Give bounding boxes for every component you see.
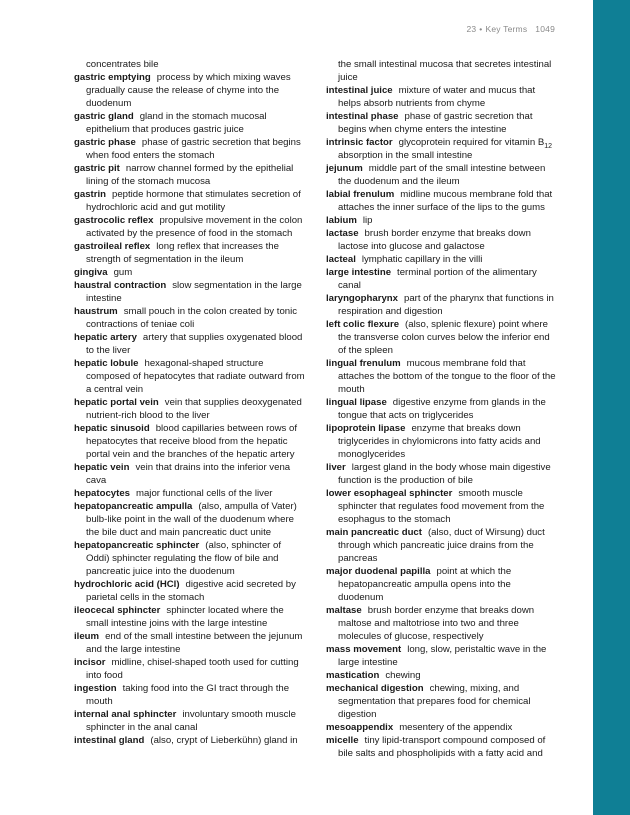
glossary-term: liver bbox=[326, 462, 346, 473]
glossary-entry bbox=[326, 136, 558, 162]
glossary-definition: small pouch in the colon created by tonic contractions of teniae coli bbox=[86, 306, 298, 330]
glossary-entry bbox=[74, 630, 306, 656]
glossary-definition: sphincter located where the small intestine joins with the large intestine bbox=[86, 605, 284, 629]
glossary-definition: terminal portion of the alimentary canal bbox=[338, 267, 537, 291]
glossary-term: gastric pit bbox=[74, 163, 120, 174]
glossary-entry bbox=[74, 682, 306, 708]
glossary-entry bbox=[326, 253, 558, 266]
glossary-term: labial frenulum bbox=[326, 189, 395, 200]
chapter-tab-bar bbox=[593, 0, 630, 815]
glossary-term: main pancreatic duct bbox=[326, 527, 422, 538]
running-header bbox=[466, 24, 555, 34]
glossary-entry bbox=[74, 331, 306, 357]
glossary-entry bbox=[74, 539, 306, 578]
glossary-entry bbox=[74, 110, 306, 136]
glossary-entry bbox=[74, 734, 306, 747]
glossary-definition: end of the small intestine between the jejunum and the large intestine bbox=[86, 631, 303, 655]
glossary-term: gingiva bbox=[74, 267, 108, 278]
glossary-entry bbox=[74, 71, 306, 110]
glossary-entry bbox=[74, 396, 306, 422]
glossary-definition: digestive enzyme from glands in the tongue that acts on triglycerides bbox=[338, 397, 546, 421]
glossary-term: intrinsic factor bbox=[326, 137, 393, 148]
glossary-term: lingual frenulum bbox=[326, 358, 401, 369]
glossary-definition-continued: absorption in the small intestine bbox=[338, 150, 473, 161]
glossary-term: incisor bbox=[74, 657, 106, 668]
glossary-entry bbox=[74, 422, 306, 461]
glossary-definition: narrow channel formed by the epithelial lining of the stomach mucosa bbox=[86, 163, 294, 187]
glossary-term: intestinal phase bbox=[326, 111, 399, 122]
glossary-term: lipoprotein lipase bbox=[326, 423, 406, 434]
glossary-term: laryngopharynx bbox=[326, 293, 398, 304]
glossary-definition: (also, duct of Wirsung) duct through which pancreatic juice drains from the pancreas bbox=[338, 527, 545, 564]
glossary-definition: slow segmentation in the large intestine bbox=[86, 280, 302, 304]
glossary-term: gastrin bbox=[74, 189, 106, 200]
glossary-term: hydrochloric acid (HCl) bbox=[74, 579, 180, 590]
glossary-term: large intestine bbox=[326, 267, 392, 278]
glossary-entry bbox=[74, 604, 306, 630]
glossary-entry bbox=[326, 396, 558, 422]
glossary-definition: chewing bbox=[385, 670, 421, 681]
glossary-entry bbox=[326, 110, 558, 136]
glossary-definition: propulsive movement in the colon activated by the presence of food in the stomach bbox=[86, 215, 303, 239]
glossary-term: intestinal gland bbox=[74, 735, 145, 746]
glossary-entry bbox=[326, 604, 558, 643]
glossary-definition: middle part of the small intestine between the duodenum and the ileum bbox=[338, 163, 546, 187]
glossary-definition: chewing, mixing, and segmentation that prepares food for chemical digestion bbox=[338, 683, 531, 720]
glossary-term: mastication bbox=[326, 670, 380, 681]
glossary-definition: (also, ampulla of Vater) bulb-like point in the wall of the duodenum where the bile duct and main pancreatic duct unite bbox=[86, 501, 297, 538]
glossary-entry bbox=[326, 682, 558, 721]
glossary-entry bbox=[326, 422, 558, 461]
glossary-term: major duodenal papilla bbox=[326, 566, 431, 577]
subscript: 12 bbox=[544, 142, 553, 150]
glossary-definition: midline mucous membrane fold that attaches the inner surface of the lips to the gums bbox=[338, 189, 553, 213]
glossary-entry bbox=[74, 500, 306, 539]
glossary-entry bbox=[326, 357, 558, 396]
glossary-definition: process by which mixing waves gradually cause the release of chyme into the duodenum bbox=[86, 72, 291, 109]
glossary-entry bbox=[326, 669, 558, 682]
glossary-definition: part of the pharynx that functions in respiration and digestion bbox=[338, 293, 554, 317]
glossary-entry bbox=[74, 578, 306, 604]
glossary-term: micelle bbox=[326, 735, 359, 746]
glossary-term: lacteal bbox=[326, 254, 356, 265]
glossary-term: ileum bbox=[74, 631, 100, 642]
glossary-definition: taking food into the GI tract through the mouth bbox=[86, 683, 290, 707]
glossary-term: hepatic artery bbox=[74, 332, 137, 343]
glossary-definition: hexagonal-shaped structure composed of hepatocytes that radiate outward from a central vein bbox=[86, 358, 305, 395]
glossary-entry bbox=[74, 461, 306, 487]
glossary-definition: brush border enzyme that breaks down lactose into glucose and galactose bbox=[338, 228, 531, 252]
glossary-term: ileocecal sphincter bbox=[74, 605, 161, 616]
glossary-term: haustral contraction bbox=[74, 280, 167, 291]
glossary-entry bbox=[326, 461, 558, 487]
glossary-definition: phase of gastric secretion that begins when chyme enters the intestine bbox=[338, 111, 533, 135]
glossary-entry bbox=[74, 656, 306, 682]
glossary-entry bbox=[326, 214, 558, 227]
glossary-term: hepatopancreatic ampulla bbox=[74, 501, 193, 512]
section-title: Key Terms bbox=[485, 24, 528, 34]
glossary-definition: lymphatic capillary in the villi bbox=[361, 254, 483, 265]
glossary-entry bbox=[74, 214, 306, 240]
glossary-definition: glycoprotein required for vitamin B bbox=[398, 137, 545, 148]
glossary-term: ingestion bbox=[74, 683, 117, 694]
glossary-definition: (also, crypt of Lieberkühn) gland in bbox=[150, 735, 298, 746]
glossary-list-right bbox=[326, 84, 558, 760]
glossary-entry bbox=[326, 227, 558, 253]
continued-definition: the small intestinal mucosa that secretes intestinal juice bbox=[338, 59, 552, 83]
glossary-entry bbox=[74, 136, 306, 162]
glossary-term: hepatopancreatic sphincter bbox=[74, 540, 200, 551]
glossary-definition: point at which the hepatopancreatic ampulla opens into the duodenum bbox=[338, 566, 512, 603]
glossary-definition: vein that drains into the inferior vena cava bbox=[86, 462, 291, 486]
glossary-definition: peptide hormone that stimulates secretion of hydrochloric acid and gut motility bbox=[86, 189, 301, 213]
chapter-number: 23 bbox=[466, 24, 477, 34]
glossary-term: left colic flexure bbox=[326, 319, 400, 330]
glossary-term: gastric phase bbox=[74, 137, 136, 148]
glossary-term: gastrocolic reflex bbox=[74, 215, 154, 226]
glossary-definition: midline, chisel-shaped tooth used for cutting into food bbox=[86, 657, 299, 681]
glossary-entry bbox=[326, 487, 558, 526]
glossary-entry bbox=[74, 708, 306, 734]
glossary-entry bbox=[326, 318, 558, 357]
glossary-entry bbox=[326, 565, 558, 604]
glossary-entry bbox=[326, 734, 558, 760]
glossary-entry bbox=[326, 84, 558, 110]
glossary-entry bbox=[74, 240, 306, 266]
glossary-definition: blood capillaries between rows of hepatocytes that receive blood from the hepatic portal vein and the branches of the hepatic artery bbox=[86, 423, 298, 460]
glossary-definition: brush border enzyme that breaks down maltose and maltotriose into two and three molecules of glucose, respectively bbox=[338, 605, 535, 642]
glossary-entry bbox=[326, 721, 558, 734]
glossary-term: internal anal sphincter bbox=[74, 709, 177, 720]
glossary-term: hepatic vein bbox=[74, 462, 130, 473]
glossary-definition: involuntary smooth muscle sphincter in the anal canal bbox=[86, 709, 296, 733]
glossary-term: hepatic portal vein bbox=[74, 397, 159, 408]
glossary-definition: largest gland in the body whose main digestive function is the production of bile bbox=[338, 462, 551, 486]
glossary-entry bbox=[326, 526, 558, 565]
glossary-term: gastroileal reflex bbox=[74, 241, 151, 252]
glossary-entry bbox=[74, 266, 306, 279]
glossary-definition: tiny lipid-transport compound composed of bile salts and phospholipids with a fatty acid and bbox=[338, 735, 546, 759]
glossary-column-right bbox=[326, 58, 558, 760]
glossary-definition: vein that supplies deoxygenated nutrient-rich blood to the liver bbox=[86, 397, 302, 421]
glossary-entry bbox=[74, 188, 306, 214]
glossary-entry bbox=[74, 162, 306, 188]
glossary-definition: (also, sphincter of Oddi) sphincter regulating the flow of bile and pancreatic juice into the duodenum bbox=[86, 540, 282, 577]
glossary-definition: gum bbox=[113, 267, 133, 278]
header-bullet: • bbox=[479, 24, 483, 34]
glossary-term: labium bbox=[326, 215, 357, 226]
glossary-term: lingual lipase bbox=[326, 397, 387, 408]
glossary-definition: lip bbox=[362, 215, 373, 226]
glossary-definition: long, slow, peristaltic wave in the large intestine bbox=[338, 644, 547, 668]
continued-definition: concentrates bile bbox=[86, 59, 159, 70]
glossary-term: mechanical digestion bbox=[326, 683, 424, 694]
glossary-term: mesoappendix bbox=[326, 722, 394, 733]
glossary-entry bbox=[326, 188, 558, 214]
glossary-definition: enzyme that breaks down triglycerides in chylomicrons into fatty acids and monoglycerides bbox=[338, 423, 541, 460]
glossary-definition: digestive acid secreted by parietal cells in the stomach bbox=[86, 579, 296, 603]
glossary-term: mass movement bbox=[326, 644, 402, 655]
glossary-definition: phase of gastric secretion that begins when food enters the stomach bbox=[86, 137, 301, 161]
glossary-term: hepatocytes bbox=[74, 488, 130, 499]
glossary-entry bbox=[326, 162, 558, 188]
glossary-column-left bbox=[74, 58, 306, 747]
glossary-entry bbox=[74, 305, 306, 331]
glossary-entry bbox=[74, 487, 306, 500]
glossary-entry bbox=[326, 643, 558, 669]
glossary-term: hepatic lobule bbox=[74, 358, 139, 369]
glossary-entry bbox=[326, 292, 558, 318]
glossary-term: intestinal juice bbox=[326, 85, 393, 96]
glossary-list-left bbox=[74, 71, 306, 747]
glossary-entry bbox=[326, 266, 558, 292]
page-number: 1049 bbox=[535, 24, 555, 34]
glossary-term: lactase bbox=[326, 228, 359, 239]
glossary-definition: artery that supplies oxygenated blood to the liver bbox=[86, 332, 303, 356]
glossary-definition: major functional cells of the liver bbox=[135, 488, 273, 499]
glossary-entry bbox=[74, 279, 306, 305]
glossary-term: maltase bbox=[326, 605, 362, 616]
glossary-term: lower esophageal sphincter bbox=[326, 488, 453, 499]
glossary-definition: mucous membrane fold that attaches the bottom of the tongue to the floor of the mouth bbox=[338, 358, 556, 395]
glossary-term: gastric emptying bbox=[74, 72, 151, 83]
glossary-definition: mixture of water and mucus that helps absorb nutrients from chyme bbox=[338, 85, 536, 109]
glossary-entry bbox=[74, 357, 306, 396]
glossary-term: gastric gland bbox=[74, 111, 134, 122]
glossary-definition: mesentery of the appendix bbox=[399, 722, 513, 733]
glossary-definition: gland in the stomach mucosal epithelium that produces gastric juice bbox=[86, 111, 267, 135]
glossary-definition: smooth muscle sphincter that regulates food movement from the esophagus to the stomach bbox=[338, 488, 545, 525]
glossary-term: jejunum bbox=[326, 163, 363, 174]
glossary-definition: long reflex that increases the strength of segmentation in the ileum bbox=[86, 241, 279, 265]
glossary-term: hepatic sinusoid bbox=[74, 423, 150, 434]
glossary-definition: (also, splenic flexure) point where the transverse colon curves below the inferior end of the spleen bbox=[338, 319, 550, 356]
glossary-term: haustrum bbox=[74, 306, 118, 317]
